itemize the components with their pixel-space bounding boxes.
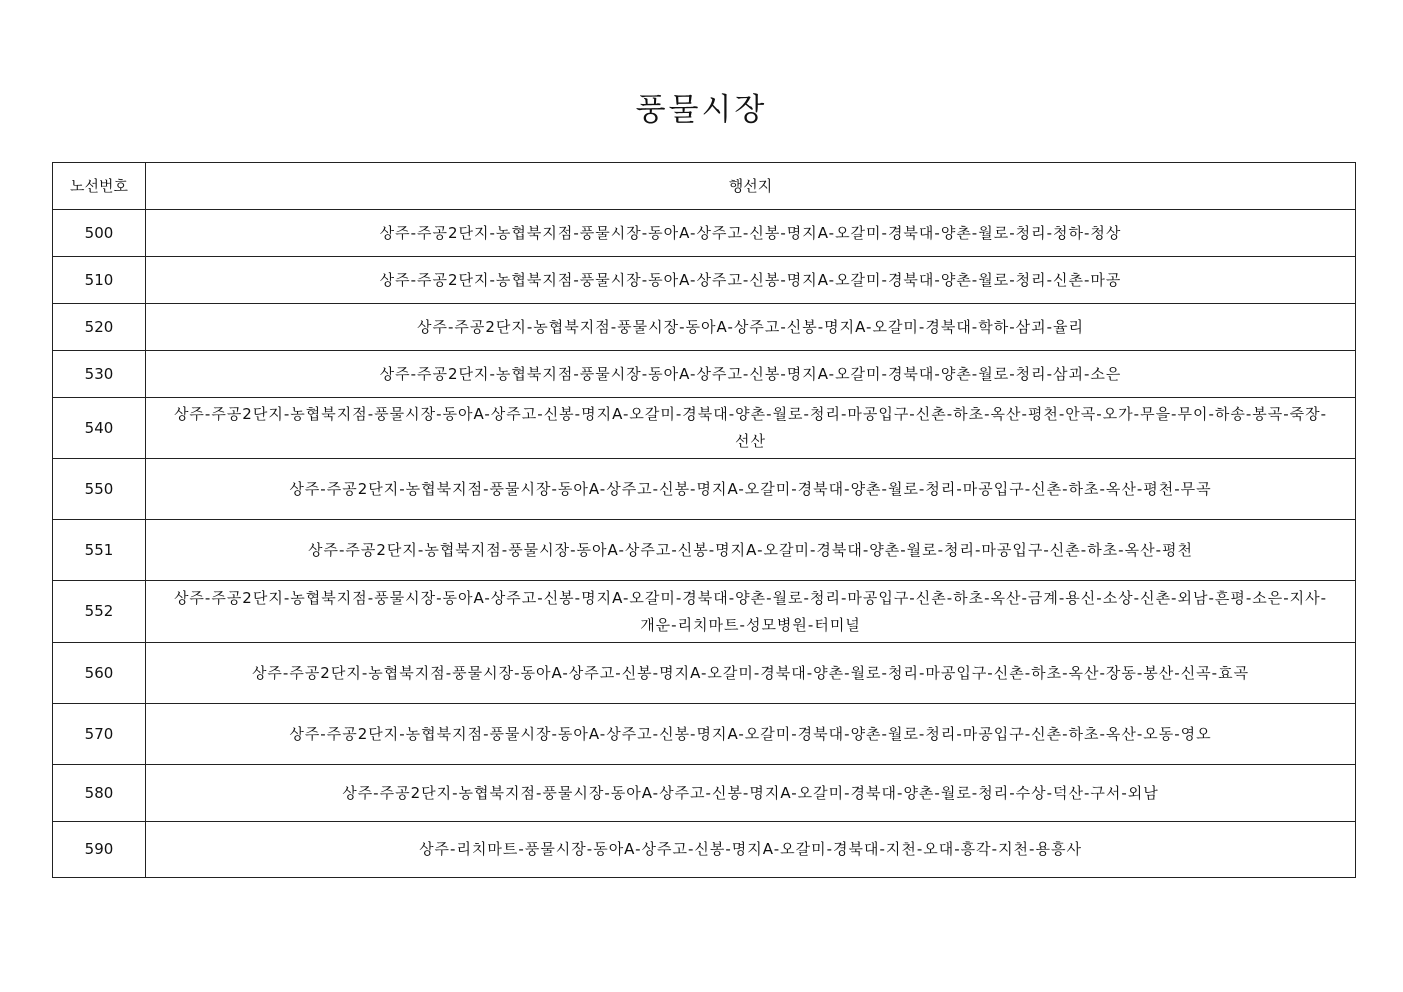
- destination-cell: 상주-주공2단지-농협북지점-풍물시장-동아A-상주고-신봉-명지A-오갈미-경북대-양촌-월로-청리-마공입구-신촌-하초-옥산-평천-안곡-오가-무을-무이-하송-봉곡-죽장-선산: [146, 398, 1356, 459]
- route-number-cell: 520: [53, 304, 146, 351]
- table-row: [53, 210, 1356, 257]
- destination-cell: 상주-주공2단지-농협북지점-풍물시장-동아A-상주고-신봉-명지A-오갈미-경북대-학하-삼괴-율리: [146, 304, 1356, 351]
- destination-cell: 상주-주공2단지-농협북지점-풍물시장-동아A-상주고-신봉-명지A-오갈미-경북대-양촌-월로-청리-신촌-마공: [146, 257, 1356, 304]
- table-row: [53, 704, 1356, 765]
- destination-cell: 상주-주공2단지-농협북지점-풍물시장-동아A-상주고-신봉-명지A-오갈미-경북대-양촌-월로-청리-마공입구-신촌-하초-옥산-금계-용신-소상-신촌-외남-흔평-소은-지사-개운-리치마트-성모병원-터미널: [146, 581, 1356, 643]
- route-table: [52, 162, 1356, 878]
- route-number-cell: 570: [53, 704, 146, 765]
- route-number-cell: 560: [53, 643, 146, 704]
- destination-cell: 상주-주공2단지-농협북지점-풍물시장-동아A-상주고-신봉-명지A-오갈미-경북대-양촌-월로-청리-마공입구-신촌-하초-옥산-평천: [146, 520, 1356, 581]
- route-number-cell: 580: [53, 765, 146, 822]
- table-row: [53, 459, 1356, 520]
- route-number-cell: 540: [53, 398, 146, 459]
- route-number-cell: 551: [53, 520, 146, 581]
- destination-cell: 상주-주공2단지-농협북지점-풍물시장-동아A-상주고-신봉-명지A-오갈미-경북대-양촌-월로-청리-마공입구-신촌-하초-옥산-평천-무곡: [146, 459, 1356, 520]
- route-number-cell: 510: [53, 257, 146, 304]
- destination-header: 행선지: [146, 163, 1356, 210]
- table-row: [53, 398, 1356, 459]
- destination-cell: 상주-주공2단지-농협북지점-풍물시장-동아A-상주고-신봉-명지A-오갈미-경북대-양촌-월로-청리-마공입구-신촌-하초-옥산-오동-영오: [146, 704, 1356, 765]
- route-number-cell: 550: [53, 459, 146, 520]
- table-row: [53, 304, 1356, 351]
- page-title: 풍물시장: [635, 92, 768, 128]
- table-row: [53, 257, 1356, 304]
- route-number-cell: 500: [53, 210, 146, 257]
- destination-cell: 상주-주공2단지-농협북지점-풍물시장-동아A-상주고-신봉-명지A-오갈미-경북대-양촌-월로-청리-수상-덕산-구서-외남: [146, 765, 1356, 822]
- destination-cell: 상주-주공2단지-농협북지점-풍물시장-동아A-상주고-신봉-명지A-오갈미-경북대-양촌-월로-청리-마공입구-신촌-하초-옥산-장동-봉산-신곡-효곡: [146, 643, 1356, 704]
- table-row: [53, 765, 1356, 822]
- route-number-header: 노선번호: [53, 163, 146, 210]
- table-row: [53, 581, 1356, 643]
- destination-cell: 상주-주공2단지-농협북지점-풍물시장-동아A-상주고-신봉-명지A-오갈미-경북대-양촌-월로-청리-삼괴-소은: [146, 351, 1356, 398]
- table-header-row: [53, 163, 1356, 210]
- table-row: [53, 643, 1356, 704]
- destination-cell: 상주-리치마트-풍물시장-동아A-상주고-신봉-명지A-오갈미-경북대-지천-오대-흥각-지천-용흥사: [146, 822, 1356, 878]
- table-row: [53, 351, 1356, 398]
- route-number-cell: 552: [53, 581, 146, 643]
- route-number-cell: 530: [53, 351, 146, 398]
- table-row: [53, 520, 1356, 581]
- destination-cell: 상주-주공2단지-농협북지점-풍물시장-동아A-상주고-신봉-명지A-오갈미-경북대-양촌-월로-청리-청하-청상: [146, 210, 1356, 257]
- table-row: [53, 822, 1356, 878]
- route-number-cell: 590: [53, 822, 146, 878]
